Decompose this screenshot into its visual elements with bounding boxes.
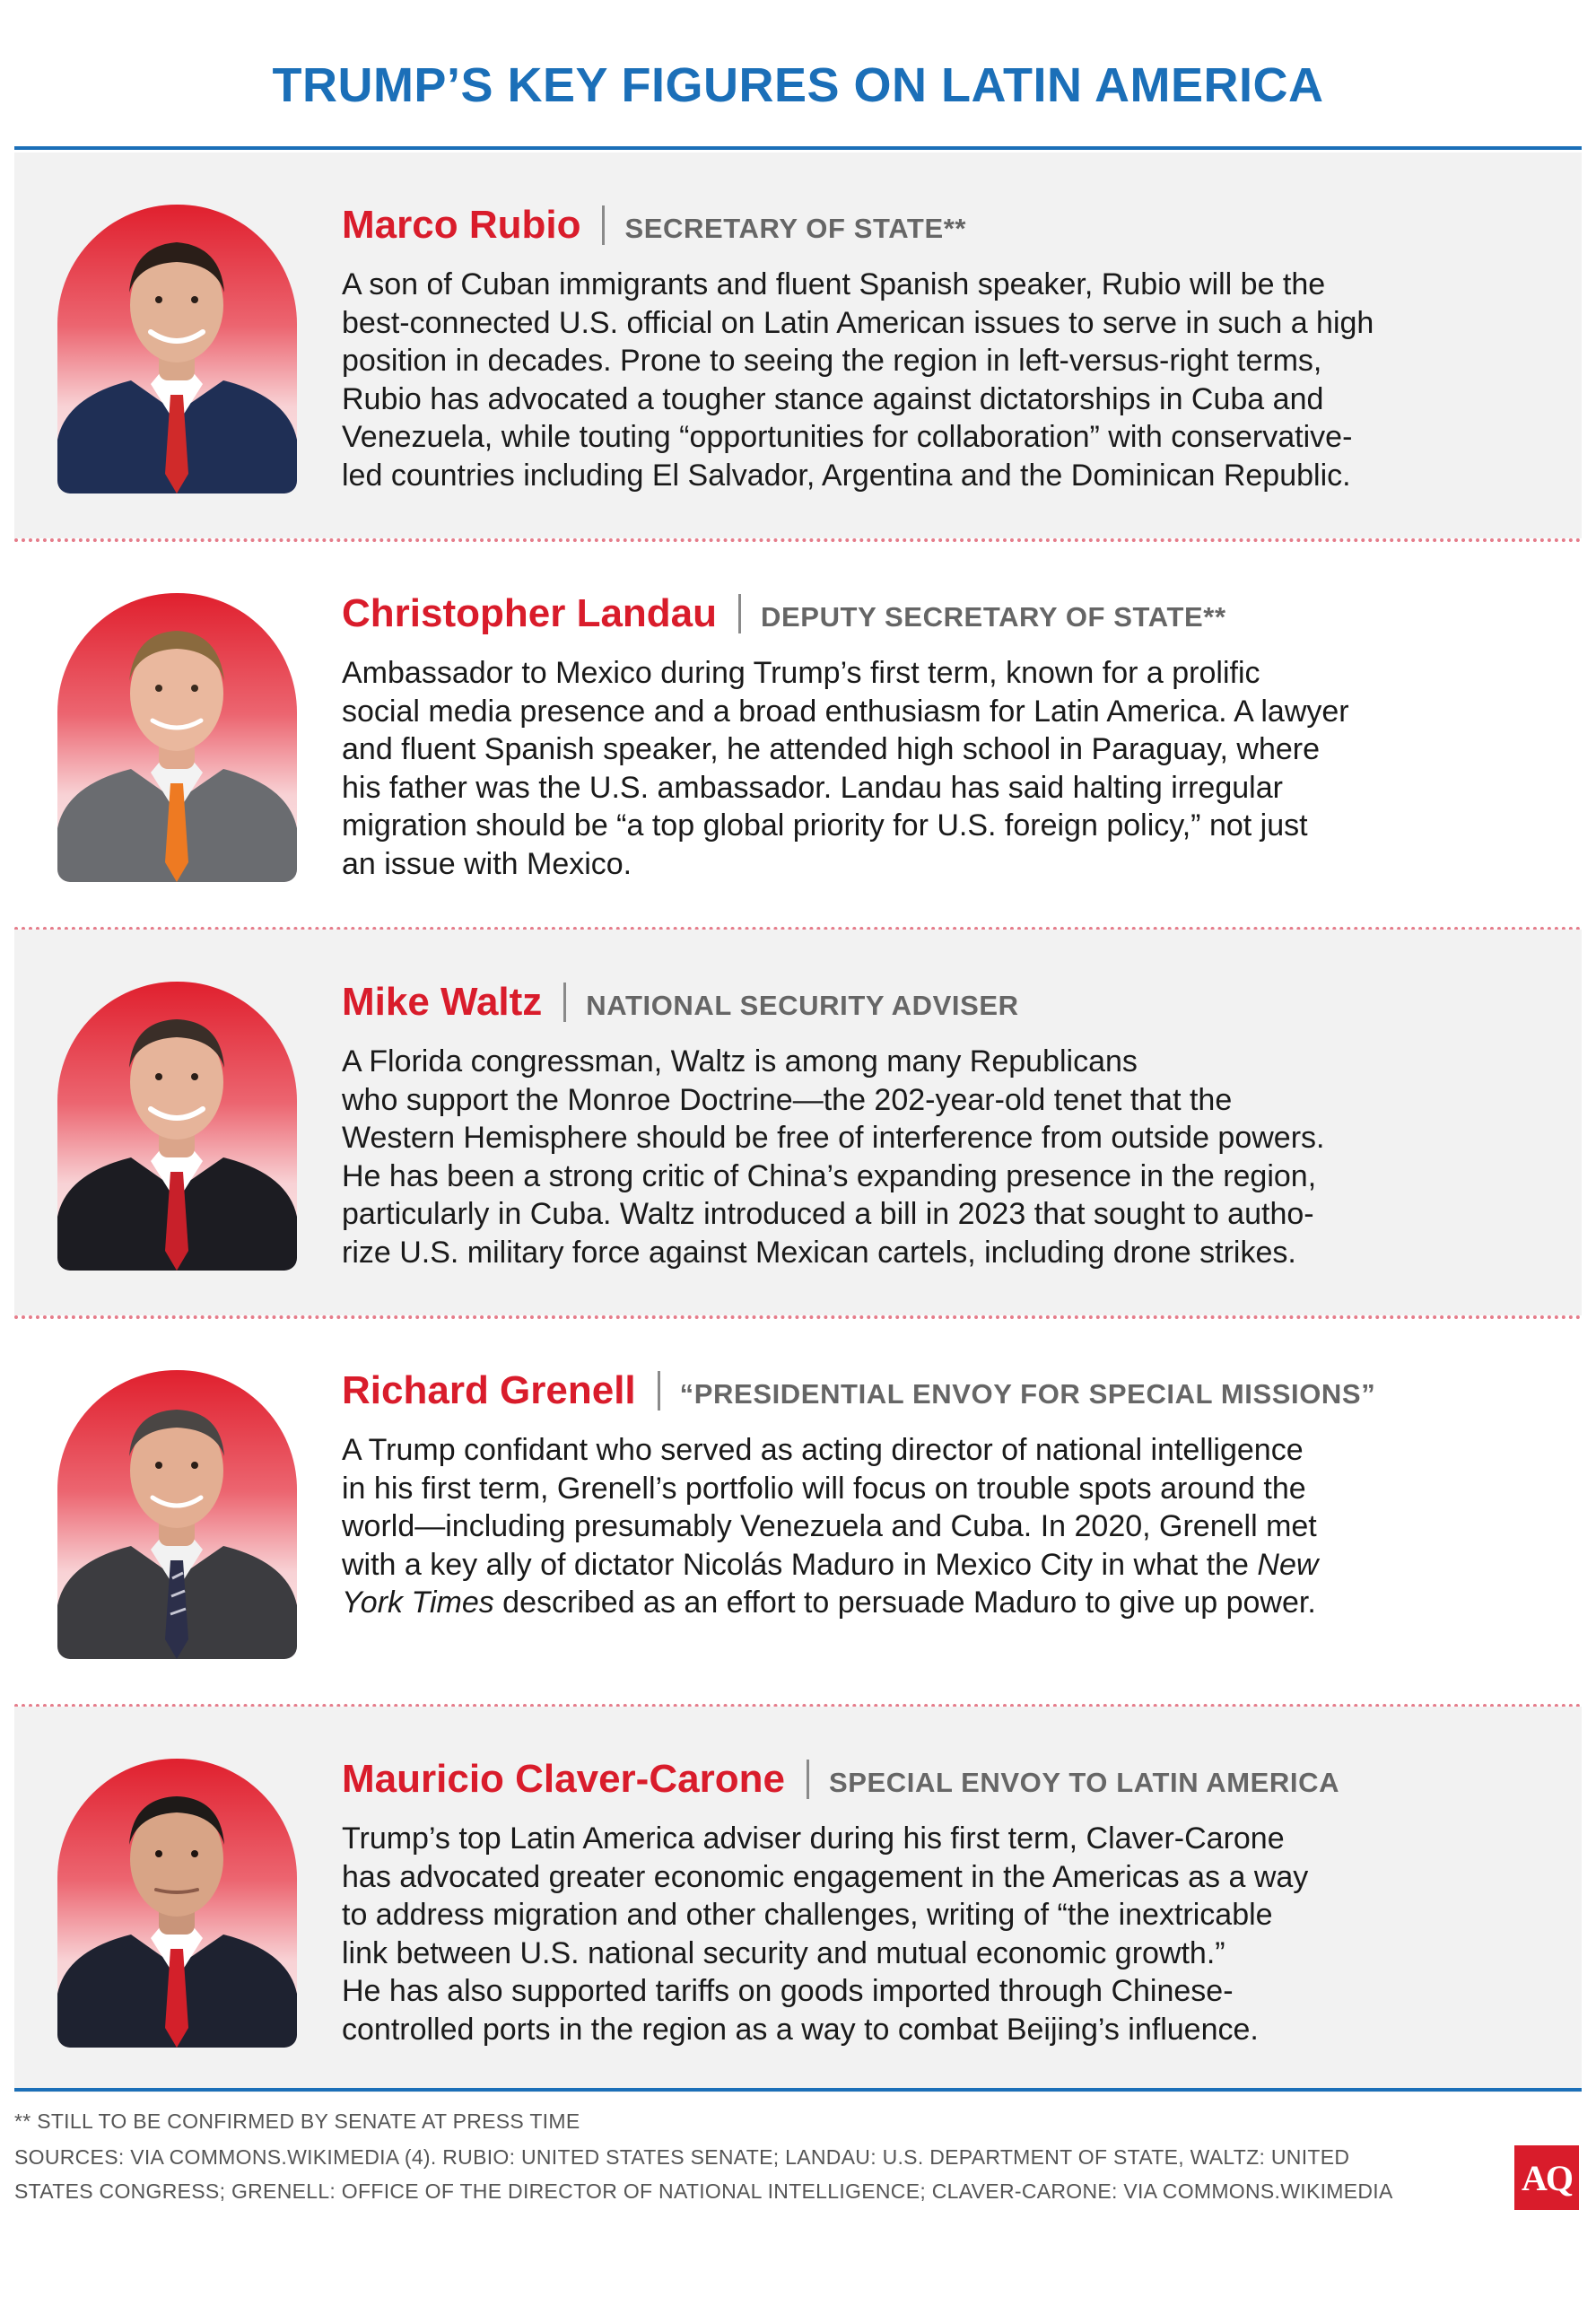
person-silhouette-icon: [57, 1759, 297, 2048]
person-silhouette-icon: [57, 205, 297, 493]
bio-italic: York Times: [342, 1585, 494, 1620]
aq-logo: AQ: [1514, 2145, 1579, 2210]
profile-role: NATIONAL SECURITY ADVISER: [586, 990, 1019, 1021]
bio-line: in his first term, Grenell’s portfolio will focus on trouble spots around the: [342, 1471, 1306, 1506]
top-divider: [14, 146, 1582, 150]
profile-landau: [14, 541, 1582, 927]
bio-line: Rubio has advocated a tougher stance against dictatorships in Cuba and: [342, 381, 1324, 416]
name-role-separator: [602, 205, 605, 245]
page-title: TRUMP’S KEY FIGURES ON LATIN AMERICA: [272, 58, 1324, 112]
profile-bio: [342, 266, 1553, 494]
bio-line: social media presence and a broad enthusiasm for Latin America. A lawyer: [342, 694, 1349, 729]
profile-role: “PRESIDENTIAL ENVOY FOR SPECIAL MISSIONS”: [679, 1378, 1376, 1410]
bio-line: link between U.S. national security and mutual economic growth.”: [342, 1935, 1225, 1970]
bio-line: A Trump confidant who served as acting director of national intelligence: [342, 1433, 1304, 1467]
profile-name: Mauricio Claver-Carone: [342, 1757, 785, 1801]
bio-line: Western Hemisphere should be free of interference from outside powers.: [342, 1121, 1325, 1155]
profile-name: Richard Grenell: [342, 1368, 636, 1412]
bio-line: A Florida congressman, Waltz is among many Republicans: [342, 1044, 1138, 1079]
bio-line: He has also supported tariffs on goods imported through Chinese-: [342, 1974, 1234, 2008]
bio-line: world—including presumably Venezuela and Cuba. In 2020, Grenell met: [342, 1509, 1317, 1543]
bio-line: A son of Cuban immigrants and fluent Spanish speaker, Rubio will be the: [342, 267, 1326, 301]
profile-bio: [342, 1820, 1553, 2048]
bio-line: rize U.S. military force against Mexican cartels, including drone strikes.: [342, 1235, 1296, 1270]
person-silhouette-icon: [57, 982, 297, 1271]
bio-text: with a key ally of dictator Nicolás Maduro in Mexico City in what the: [342, 1547, 1249, 1582]
portrait-claver-carone: [57, 1759, 297, 2048]
bottom-divider: [14, 2088, 1582, 2092]
profile-bio: [342, 1431, 1553, 1622]
bio-line: [342, 1584, 1553, 1622]
sources-line: SOURCES: VIA COMMONS.WIKIMEDIA (4). RUBIO: UNITED STATES SENATE; LANDAU: U.S. DEPARTMENT OF STATE, WALTZ: UNITED: [14, 2145, 1350, 2169]
profile-role: SECRETARY OF STATE**: [624, 213, 967, 244]
profile-grenell: [14, 1318, 1582, 1704]
bio-line: his father was the U.S. ambassador. Landau has said halting irregular: [342, 770, 1283, 805]
profile-role: SPECIAL ENVOY TO LATIN AMERICA: [828, 1767, 1340, 1798]
profile-waltz: [14, 930, 1582, 1315]
bio-italic: New: [1257, 1547, 1319, 1582]
bio-line: Trump’s top Latin America adviser during his first term, Claver-Carone: [342, 1821, 1285, 1856]
person-silhouette-icon: [57, 1370, 297, 1659]
bio-line: an issue with Mexico.: [342, 846, 632, 881]
bio-text: described as an effort to persuade Maduro to give up power.: [493, 1585, 1316, 1620]
bio-line: led countries including El Salvador, Argentina and the Dominican Republic.: [342, 458, 1351, 493]
bio-line: He has been a strong critic of China’s expanding presence in the region,: [342, 1158, 1317, 1193]
portrait-landau: [57, 593, 297, 882]
portrait-waltz: [57, 982, 297, 1271]
profile-rubio: [14, 153, 1582, 538]
bio-line: and fluent Spanish speaker, he attended high school in Paraguay, where: [342, 732, 1321, 766]
bio-line: Ambassador to Mexico during Trump’s first term, known for a prolific: [342, 656, 1260, 690]
bio-line: who support the Monroe Doctrine—the 202-year-old tenet that the: [342, 1082, 1233, 1117]
bio-line: particularly in Cuba. Waltz introduced a bill in 2023 that sought to autho-: [342, 1197, 1314, 1231]
profile-role: DEPUTY SECRETARY OF STATE**: [761, 601, 1226, 633]
person-silhouette-icon: [57, 593, 297, 882]
sources-line: STATES CONGRESS; GRENELL: OFFICE OF THE DIRECTOR OF NATIONAL INTELLIGENCE; CLAVER-CARONE: VIA COMMONS.WIKIMEDIA: [14, 2179, 1393, 2203]
bio-line: best-connected U.S. official on Latin American issues to serve in such a high: [342, 305, 1374, 340]
name-role-separator: [738, 594, 741, 633]
bio-line: [342, 1546, 1553, 1585]
profile-name: Marco Rubio: [342, 203, 581, 247]
profile-name: Christopher Landau: [342, 591, 718, 635]
profile-bio: [342, 654, 1553, 883]
portrait-grenell: [57, 1370, 297, 1659]
bio-line: position in decades. Prone to seeing the region in left-versus-right terms,: [342, 344, 1322, 378]
bio-line: controlled ports in the region as a way to combat Beijing’s influence.: [342, 2012, 1259, 2047]
footnote: ** STILL TO BE CONFIRMED BY SENATE AT PRESS TIME: [14, 2109, 580, 2133]
profile-claver-carone: [14, 1707, 1582, 2092]
bio-line: has advocated greater economic engagement in the Americas as a way: [342, 1859, 1309, 1894]
name-role-separator: [563, 983, 566, 1022]
name-role-separator: [807, 1760, 809, 1799]
bio-line: migration should be “a top global priority for U.S. foreign policy,” not just: [342, 808, 1308, 843]
profile-name: Mike Waltz: [342, 980, 543, 1024]
name-role-separator: [658, 1371, 660, 1411]
profile-bio: [342, 1043, 1553, 1271]
portrait-rubio: [57, 205, 297, 493]
bio-line: to address migration and other challenges, writing of “the inextricable: [342, 1898, 1273, 1932]
bio-line: Venezuela, while touting “opportunities for collaboration” with conservative-: [342, 420, 1353, 454]
